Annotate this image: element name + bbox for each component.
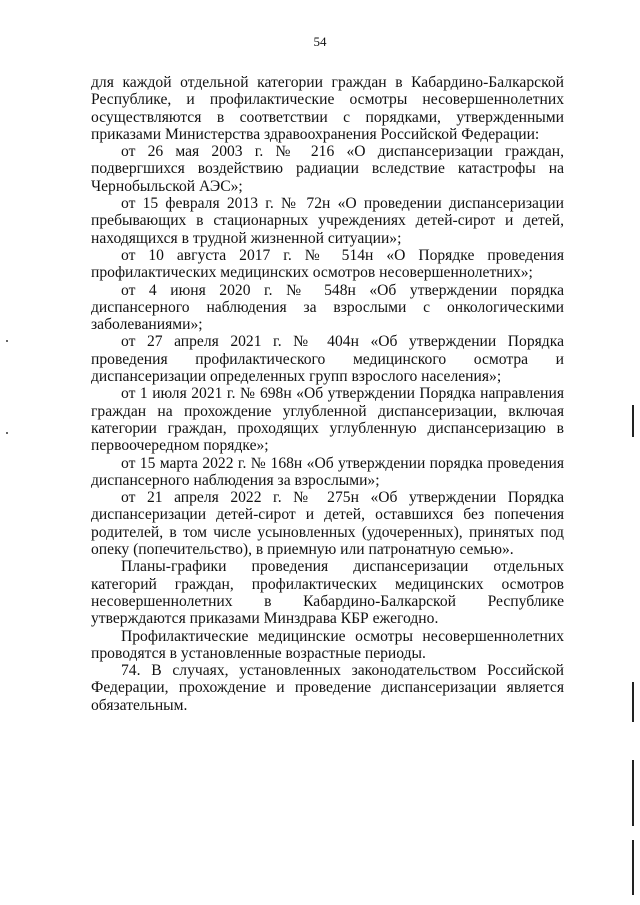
paragraph-order-698n: от 1 июля 2021 г. № 698н «Об утверждении Порядка направления граждан на прохождение углубленной диспансеризации, включая категории граждан, проходящих углубленную диспансеризацию в первоочередном порядке»; [91, 385, 564, 455]
scan-edge-mark-2 [632, 682, 634, 722]
scan-mark-left-top [6, 340, 8, 342]
page-number: 54 [313, 34, 327, 49]
paragraph-item-74: 74. В случаях, установленных законодательством Российской Федерации, прохождение и проведение диспансеризации является обязательным. [91, 662, 564, 714]
scan-edge-mark-3 [632, 760, 634, 826]
document-body [91, 74, 564, 714]
scan-edge-mark-1 [632, 405, 634, 437]
paragraph-minor-checkups: Профилактические медицинские осмотры несовершеннолетних проводятся в установленные возрастные периоды. [91, 627, 564, 662]
paragraph-order-72n: от 15 февраля 2013 г. № 72н «О проведении диспансеризации пребывающих в стационарных учреждениях детей-сирот и детей, находящихся в трудной жизненной ситуации»; [91, 195, 564, 247]
scan-edge-mark-4 [632, 840, 634, 895]
paragraph-order-514n: от 10 августа 2017 г. № 514н «О Порядке проведения профилактических медицинских осмотров несовершеннолетних»; [91, 246, 564, 282]
paragraph-order-548n: от 4 июня 2020 г. № 548н «Об утверждении порядка диспансерного наблюдения за взрослыми с онкологическими заболеваниями»; [91, 281, 564, 334]
scan-mark-left-bottom [6, 432, 8, 434]
paragraph-order-168n: от 15 марта 2022 г. № 168н «Об утверждении порядка проведения диспансерного наблюдения за взрослыми»; [91, 454, 564, 489]
paragraph-schedules: Планы-графики проведения диспансеризации отдельных категорий граждан, профилактических медицинских осмотров несовершеннолетних в Кабардино-Балкарской Республике утверждаются приказами Минздрава КБР ежегодно. [91, 558, 564, 628]
paragraph-intro: для каждой отдельной категории граждан в Кабардино-Балкарской Республике, и профилактические осмотры несовершеннолетних осуществляются в соответствии с порядками, утвержденными приказами Министерства здравоохранения Российской Федерации: [91, 74, 564, 143]
paragraph-order-275n: от 21 апреля 2022 г. № 275н «Об утверждении Порядка диспансеризации детей-сирот и детей, оставшихся без попечения родителей, в том числе усыновленных (удочеренных), принятых под опеку (попечительство), в приемную или патронатную семью». [91, 489, 564, 559]
paragraph-order-216: от 26 мая 2003 г. № 216 «О диспансеризации граждан, подвергшихся воздействию радиации вследствие катастрофы на Чернобыльской АЭС»; [91, 143, 564, 195]
paragraph-order-404n: от 27 апреля 2021 г. № 404н «Об утверждении Порядка проведения профилактического медицинского осмотра и диспансеризации определенных групп взрослого населения»; [91, 333, 564, 386]
